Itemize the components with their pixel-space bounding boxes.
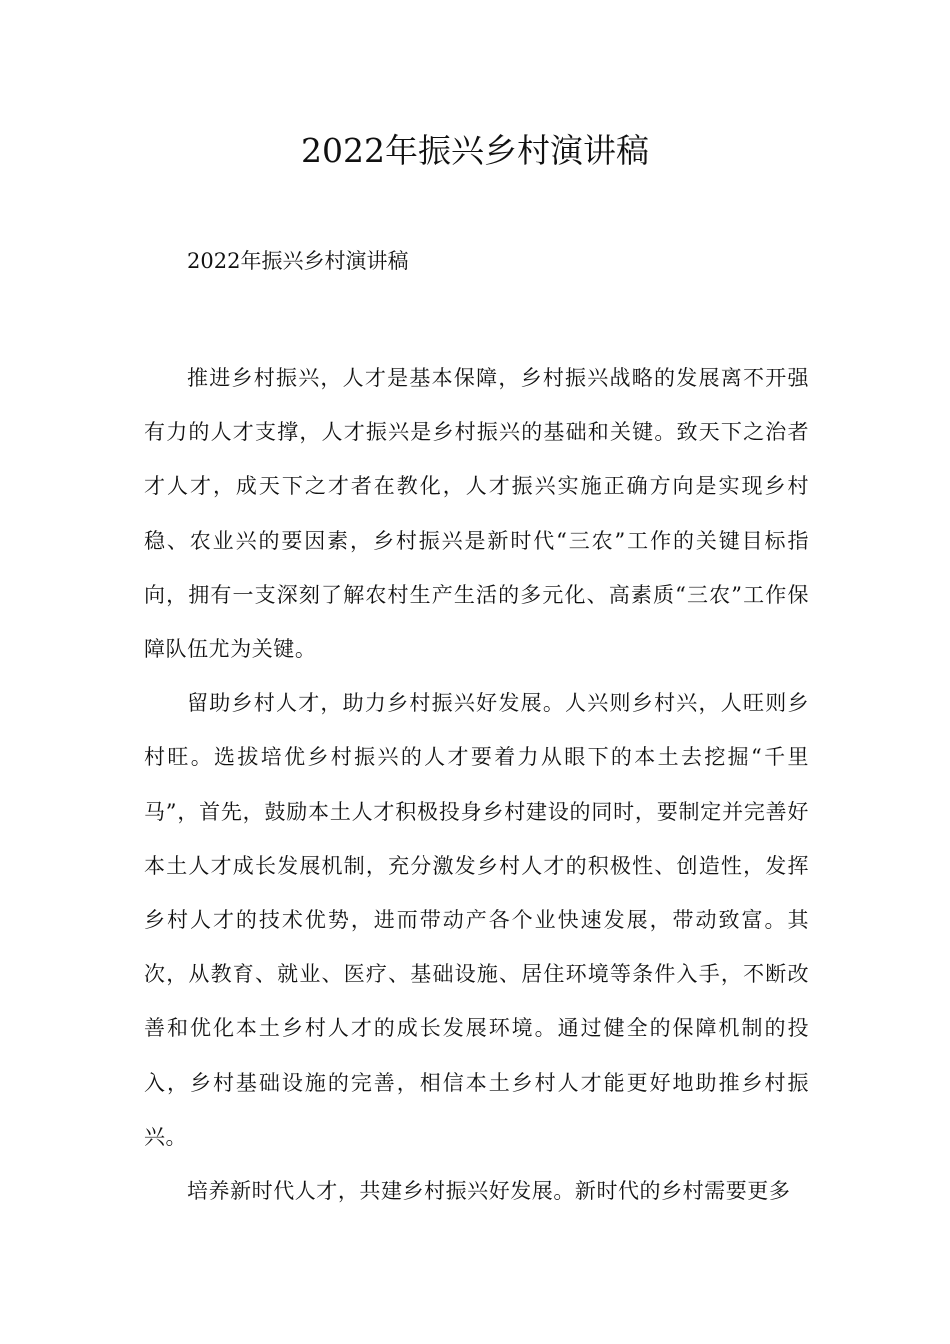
paragraph-talent-support: 推进乡村振兴，人才是基本保障，乡村振兴战略的发展离不开强有力的人才支撑，人才振兴是乡村振兴的基础和关键。致天下之治者才人才，成天下之才者在教化，人才振兴实施正确方向是实现乡村稳、农业兴的要因素，乡村振兴是新时代“三农”工作的关键目标指向，拥有一支深刻了解农村生产生活的多元化、高素质“三农”工作保障队伍尤为关键。 [144,366,809,662]
paragraph-cultivate-talent: 培养新时代人才，共建乡村振兴好发展。新时代的乡村需要更多 [187,1179,791,1204]
paragraph-retain-talent: 留助乡村人才，助力乡村振兴好发展。人兴则乡村兴，人旺则乡村旺。选拔培优乡村振兴的人才要着力从眼下的本土去挖掘“千里马”，首先，鼓励本土人才积极投身乡村建设的同时，要制定并完善好本土人才成长发展机制，充分激发乡村人才的积极性、创造性，发挥乡村人才的技术优势，进而带动产各个业快速发展，带动致富。其次，从教育、就业、医疗、基础设施、居住环境等条件入手，不断改善和优化本土乡村人才的成长发展环境。通过健全的保障机制的投入，乡村基础设施的完善，相信本土乡村人才能更好地助推乡村振兴。 [144,691,809,1149]
document-title: 2022年振兴乡村演讲稿 [301,131,649,171]
document-body [144,351,809,1218]
document-subtitle: 2022年振兴乡村演讲稿 [187,249,409,273]
